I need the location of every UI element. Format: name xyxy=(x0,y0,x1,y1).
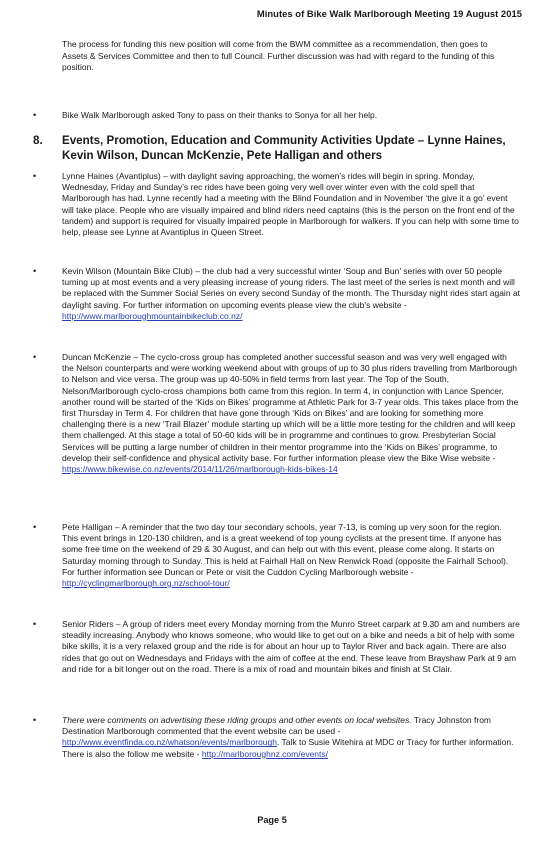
section-title: Events, Promotion, Education and Community Activities Update – Lynne Haines, Kevin Wilson, Duncan McKenzie, Pete Halligan and others xyxy=(62,134,506,162)
senior-text: Senior Riders – A group of riders meet every Monday morning from the Munro Street carpark at 9.30 am and numbers are steadily increasing. Anybody who knows someone, who would like to get out on a bike and needs a bit of help with some bike skills, it is a very relaxed group and the ride is for about an hour up to Taylor River and back again. There are also rides that go out on Wednesdays and Fridays with the aim of coffee at the end. These leave from Brayshaw Park at 9 am and ride for a bit longer out on the road. There is a mix of road and mountain bikes and finish at St Clair. xyxy=(62,619,520,674)
advertising-italic: There were comments on advertising these riding groups and other events on local websites. xyxy=(62,715,412,725)
advertising-text2: . Talk to Susie Witehira at MDC or Tracy for further information. There is also the follow me website - xyxy=(62,737,514,759)
eventfinda-link[interactable]: http://www.eventfinda.co.nz/whatson/events/marlborough xyxy=(62,737,277,748)
thanks-item xyxy=(33,110,520,121)
section-number: 8. xyxy=(33,134,43,147)
bullet: • xyxy=(33,171,37,181)
item-pete xyxy=(33,522,520,589)
bullet: • xyxy=(33,110,37,120)
bullet: • xyxy=(33,266,37,276)
page-header: Minutes of Bike Walk Marlborough Meeting 19 August 2015 xyxy=(256,8,522,19)
bullet: • xyxy=(33,352,37,362)
bullet: • xyxy=(33,522,37,532)
kevin-text: Kevin Wilson (Mountain Bike Club) – the club had a very successful winter ‘Soup and Bun’ series with over 50 people turning up at most events and a very pleasing increase of young riders. The last meet of the series is next month and will be replaced with the Summer Social Series on every second Sunday of the month. The Thursday night rides start again at daylight saving. For further information on upcoming events please view the club’s website - xyxy=(62,266,520,310)
pete-text: Pete Halligan – A reminder that the two day tour secondary schools, year 7-13, is coming up very soon for the region. This event brings in 120-130 children, and is a great weekend of top young cyclists at the present time. If anyone has some free time on the weekend of 29 & 30 August, and can help out with this event, please come along. It starts on Saturday morning through to Sunday. This is held at Fairhall Hall on New Renwick Road (opposite the Fairhall School). For further information see Duncan or Pete or visit the Cuddon Cycling Marlborough website - xyxy=(62,522,509,577)
duncan-text: Duncan McKenzie – The cyclo-cross group has completed another successful season and was very well engaged with the Nelson counterparts and were working weekend about with groups of up to 30 plus riders travelling from Marlborough to Nelson and vice versa. The group was up 40-50% in field terms from last year. The Top of the South, Nelson/Marlborough cyclo-cross champions both came from this region. In term 4, in conjunction with Lance Spencer, another round will be started of the ‘Kids on Bikes’ programme at Athletic Park for 3-7 year olds. This takes place from the first Thursday in Term 4. For children that have gone through ‘Kids on Bikes’ and are looking for something more challenging there is a new ‘Trail Blazer’ module starting up which will be a little more testing for the children and will keep them challenged. At this stage a total of 50-60 kids will be in programme and continues to grow. Presbyterian Social Services will be putting a large number of children in their mentor programme into the ‘Kids on Bikes’ programme, to develop their self-confidence and physical activity base. For further information please view the Bike Wise website - xyxy=(62,352,519,463)
bullet: • xyxy=(33,715,37,725)
mtb-club-link[interactable]: http://www.marlboroughmountainbikeclub.co.nz/ xyxy=(62,310,243,321)
intro-paragraph: The process for funding this new position will come from the BWM committee as a recommendation, then goes to Assets & Services Committee and then to full Council. Further discussion was had with regard to the funding of this position. xyxy=(62,39,495,73)
item-lynne xyxy=(33,171,520,238)
item-duncan xyxy=(33,352,520,475)
cycling-marlborough-link[interactable]: http://cyclingmarlborough.org.nz/school-tour/ xyxy=(62,578,230,589)
bikewise-link[interactable]: https://www.bikewise.co.nz/events/2014/11/26/marlborough-kids-bikes-14 xyxy=(62,464,338,475)
advertising-text1: Tracy Johnston from Destination Marlborough commented that the event website can be used - xyxy=(62,715,492,737)
item-senior-riders xyxy=(33,619,520,675)
thanks-text: Bike Walk Marlborough asked Tony to pass on their thanks to Sonya for all her help. xyxy=(62,110,378,120)
lynne-text: Lynne Haines (Avantiplus) – with daylight saving approaching, the women’s rides will begin in spring. Monday, Wednesday, Friday and Sunday’s rec rides have been going very well over winter even with the cold spell that Marlborough has had. Lynne recently had a meeting with the Blind Foundation and in November ‘the give it a go’ event will take place. People who are visually impaired and blind riders need captains (this is the person on the front end of the tandem) and support is required for visually impaired people in Marlborough for walkers. If you can help with some time to help, please see Lynne at Avantiplus in Queen Street. xyxy=(62,171,519,238)
item-kevin xyxy=(33,266,520,322)
bullet: • xyxy=(33,619,37,629)
page-number: Page 5 xyxy=(257,815,287,825)
item-advertising xyxy=(33,715,520,760)
marlboroughnz-link[interactable]: http://marlboroughnz.com/events/ xyxy=(201,748,329,759)
